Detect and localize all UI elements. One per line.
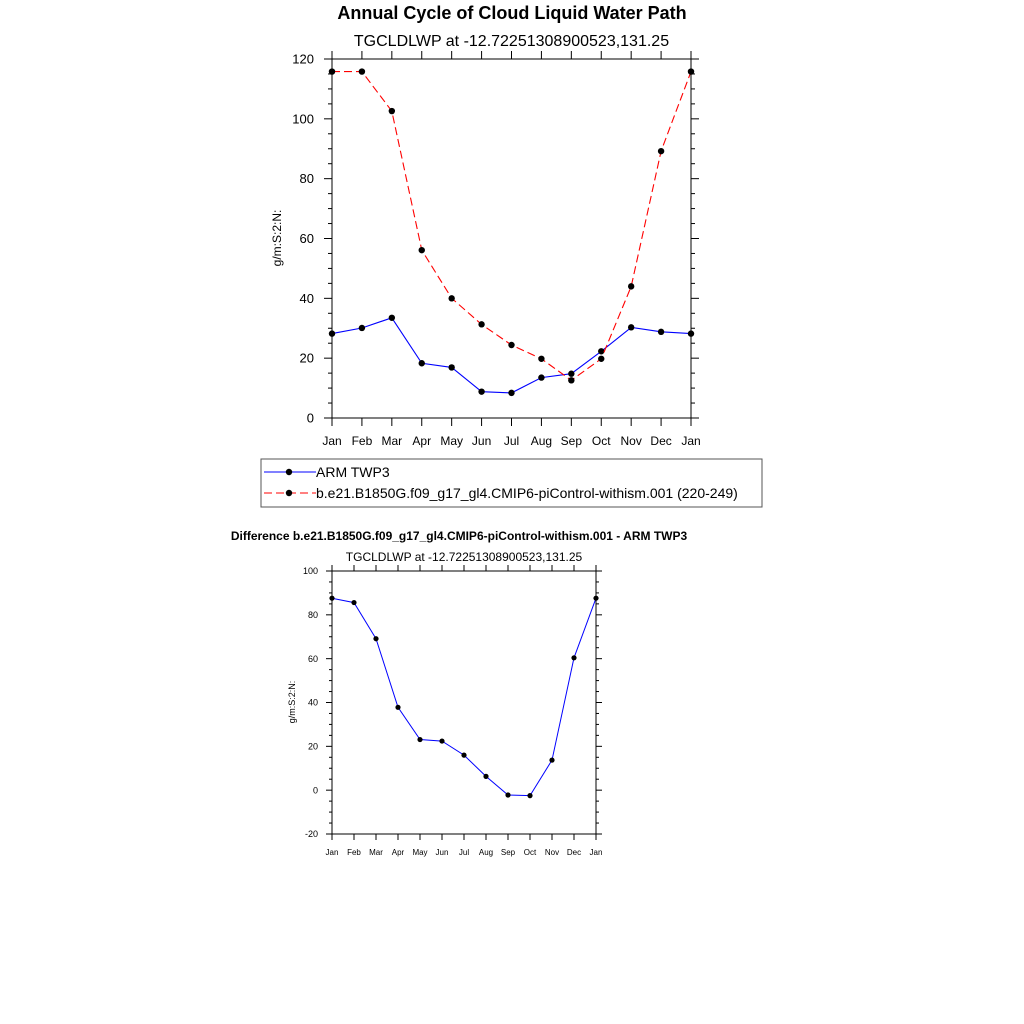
data-point: [419, 360, 425, 366]
y-tick-label: 40: [299, 290, 314, 306]
data-point: [538, 374, 544, 380]
y-axis-label: g/m:S:2:N:: [287, 680, 297, 724]
legend: [261, 459, 762, 507]
x-tick-label: Dec: [650, 434, 672, 448]
data-point: [527, 793, 532, 798]
y-tick-label: 80: [299, 171, 314, 187]
data-point: [549, 758, 554, 763]
data-point: [395, 705, 400, 710]
data-point: [478, 321, 484, 327]
x-tick-label: Oct: [591, 434, 611, 448]
difference-title: Difference b.e21.B1850G.f09_g17_gl4.CMIP6-piControl-withism.001 - ARM TWP3: [230, 529, 688, 543]
data-point: [389, 108, 395, 114]
legend-label: ARM TWP3: [316, 464, 390, 480]
x-tick-label: Jun: [435, 848, 449, 857]
series-line: [332, 598, 596, 795]
y-tick-label: 0: [306, 410, 314, 426]
x-tick-label: Nov: [620, 434, 642, 448]
x-tick-label: Jan: [322, 434, 342, 448]
x-tick-label: Jan: [589, 848, 603, 857]
data-point: [628, 283, 634, 289]
legend-label: b.e21.B1850G.f09_g17_gl4.CMIP6-piControl-withism.001 (220-249): [316, 485, 738, 501]
data-point: [389, 315, 395, 321]
plot-frame: [332, 571, 596, 834]
chart-subtitle: TGCLDLWP at -12.72251308900523,131.25: [345, 550, 583, 564]
series-1: [329, 596, 598, 799]
data-point: [373, 636, 378, 641]
x-tick-label: Apr: [391, 848, 405, 857]
data-point: [478, 388, 484, 394]
x-tick-label: Jul: [458, 848, 470, 857]
data-point: [688, 330, 694, 336]
y-tick-label: 100: [302, 566, 318, 577]
data-point: [593, 596, 598, 601]
x-tick-label: Aug: [478, 848, 494, 857]
x-tick-label: Sep: [560, 434, 583, 448]
data-point: [439, 738, 444, 743]
data-point: [658, 148, 664, 154]
x-tick-label: May: [440, 434, 464, 448]
y-tick-label: 20: [307, 741, 318, 752]
data-point: [508, 342, 514, 348]
page-title: Annual Cycle of Cloud Liquid Water Path: [337, 3, 687, 23]
data-point: [505, 792, 510, 797]
y-tick-label: 120: [292, 51, 314, 67]
data-point: [568, 377, 574, 383]
data-point: [448, 295, 454, 301]
series-line: [332, 72, 691, 381]
data-point: [329, 330, 335, 336]
series-2: [329, 68, 694, 383]
data-point: [598, 348, 604, 354]
x-tick-label: Jan: [325, 848, 339, 857]
x-tick-label: Sep: [500, 848, 516, 857]
x-tick-label: Jul: [503, 434, 520, 448]
y-tick-label: -20: [304, 829, 318, 840]
data-point: [329, 68, 335, 74]
data-point: [658, 329, 664, 335]
y-tick-label: 60: [299, 231, 314, 247]
data-point: [538, 356, 544, 362]
x-tick-label: Aug: [530, 434, 553, 448]
data-point: [508, 390, 514, 396]
plot-frame: [332, 59, 691, 418]
y-tick-label: 40: [307, 697, 318, 708]
data-point: [483, 774, 488, 779]
data-point: [359, 68, 365, 74]
y-tick-label: 0: [312, 785, 318, 796]
data-point: [351, 600, 356, 605]
data-point: [329, 596, 334, 601]
y-tick-label: 80: [307, 609, 318, 620]
y-tick-label: 20: [299, 350, 314, 366]
x-tick-label: Jun: [471, 434, 492, 448]
x-tick-label: Mar: [369, 848, 383, 857]
x-tick-label: Dec: [566, 848, 582, 857]
data-point: [568, 371, 574, 377]
y-tick-label: 100: [292, 111, 314, 127]
data-point: [419, 247, 425, 253]
y-axis-label: g/m:S:2:N:: [270, 209, 284, 267]
legend-marker: [286, 490, 292, 496]
chart-1: [261, 33, 762, 507]
legend-marker: [286, 469, 292, 475]
x-tick-label: Nov: [544, 848, 560, 857]
series-line: [332, 318, 691, 393]
data-point: [448, 364, 454, 370]
series-1: [329, 315, 694, 396]
data-point: [598, 356, 604, 362]
y-tick-label: 60: [307, 653, 318, 664]
data-point: [359, 325, 365, 331]
data-point: [417, 737, 422, 742]
data-point: [571, 655, 576, 660]
data-point: [628, 324, 634, 330]
x-tick-label: Oct: [523, 848, 537, 857]
x-tick-label: May: [412, 848, 428, 857]
x-tick-label: Mar: [381, 434, 403, 448]
x-tick-label: Feb: [347, 848, 361, 857]
data-point: [688, 68, 694, 74]
chart-2: [287, 550, 602, 857]
data-point: [461, 753, 466, 758]
x-tick-label: Feb: [351, 434, 373, 448]
x-tick-label: Apr: [412, 434, 432, 448]
x-tick-label: Jan: [681, 434, 701, 448]
chart-subtitle: TGCLDLWP at -12.72251308900523,131.25: [353, 33, 670, 50]
